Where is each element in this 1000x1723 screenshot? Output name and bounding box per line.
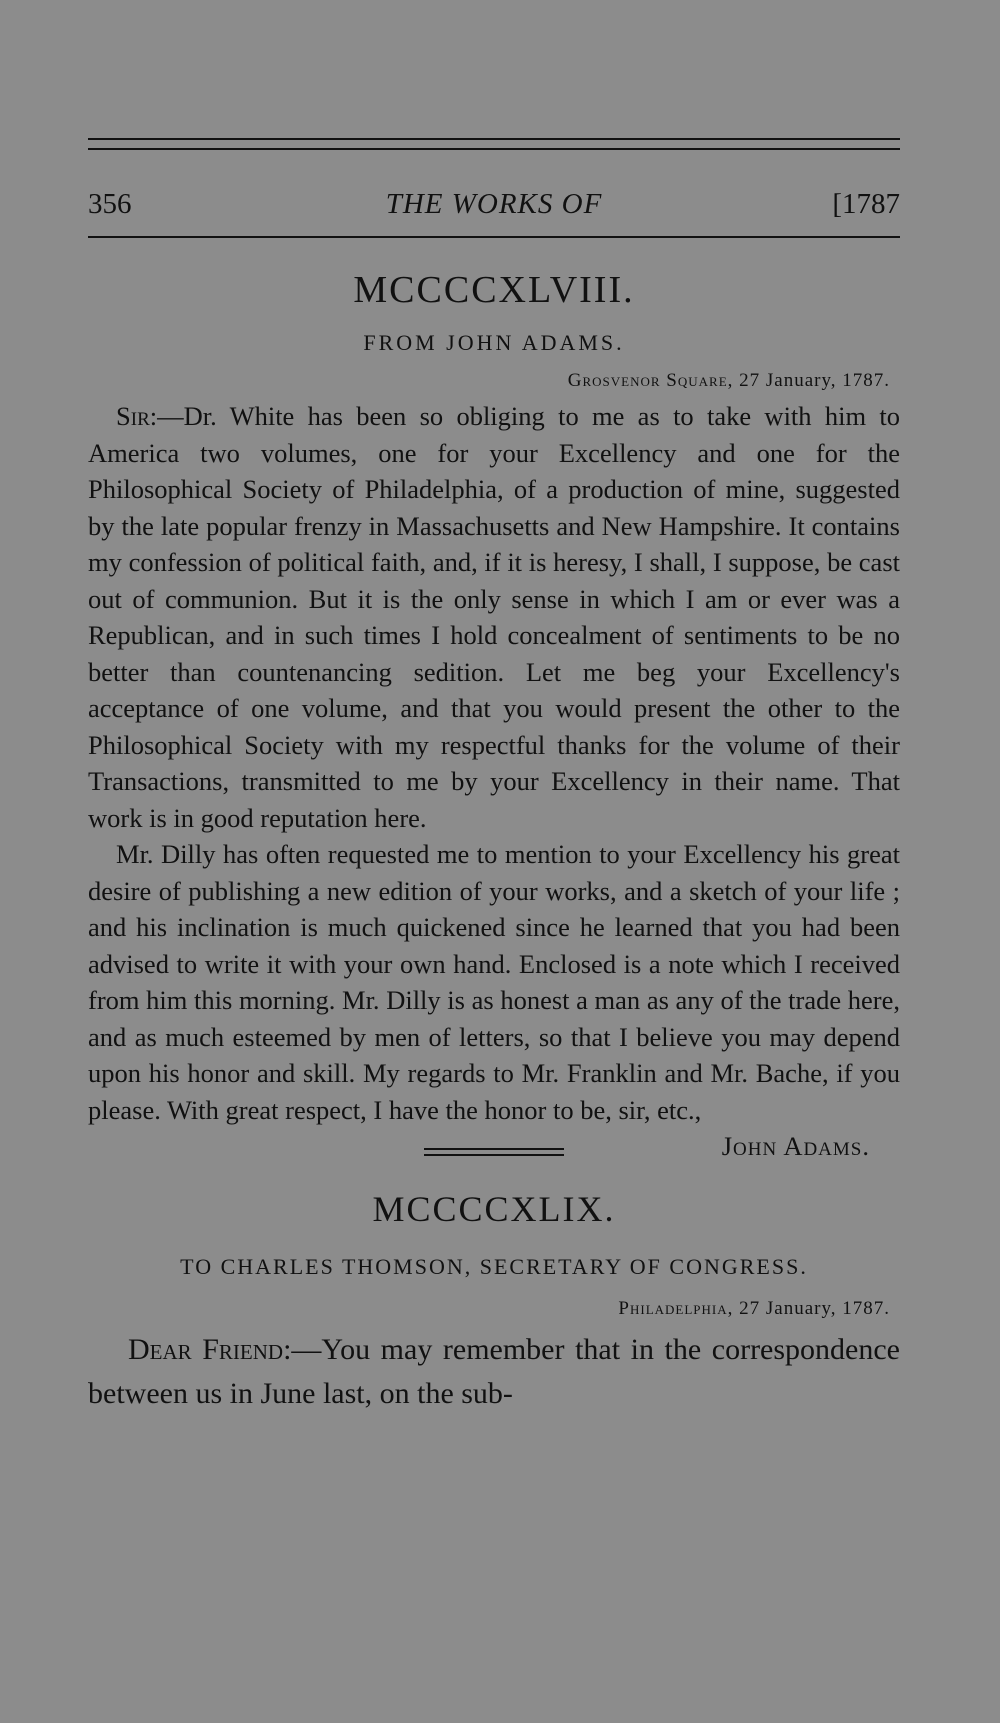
page-number: 356 <box>88 188 132 220</box>
letter1-para2-text: Mr. Dilly has often requested me to mention to your Excellency his great desire of publishing a new edition of your works, and a sketch of your life ; and his inclination is much quickened since he learned that you had been advised to write it with your own hand. Enclosed is a note which I received from him this morning. Mr. Dilly is as honest a man as any of the trade here, and as much esteemed by men of letters, so that I believe you may depend upon his honor and skill. My regards to Mr. Franklin and Mr. Bache, if you please. With great respect, I have the honor to be, sir, etc., <box>88 839 900 1125</box>
letter1-number: MCCCCXLVIII. <box>353 269 635 311</box>
running-title: THE WORKS OF <box>385 188 603 220</box>
letter2-place: Philadelphia, <box>618 1298 734 1319</box>
letter2-body <box>88 1328 900 1416</box>
letter1-dateline <box>88 370 900 392</box>
letter2-date: 27 January, 1787. <box>739 1298 890 1319</box>
top-double-rule <box>88 138 900 150</box>
letter1-date: 27 January, 1787. <box>739 370 890 391</box>
letter1-paragraph-2 <box>88 836 900 1161</box>
letter1-place: Grosvenor Square, <box>567 370 734 391</box>
book-page <box>88 138 900 1416</box>
header-rule <box>88 236 900 238</box>
letter2-to: TO CHARLES THOMSON, SECRETARY OF CONGRESS. <box>180 1254 808 1279</box>
letter1-signature: John Adams. <box>721 1131 870 1161</box>
letter1-salutation: Sir <box>116 401 150 431</box>
letter2-para1-text: :—You may remember that in the correspondence between us in June last, on the sub- <box>88 1333 900 1410</box>
letter2-dateline <box>88 1298 900 1320</box>
letter1-body <box>88 398 900 1161</box>
letter1-paragraph-1 <box>88 398 900 836</box>
letter1-from: FROM JOHN ADAMS. <box>363 330 625 355</box>
letter2-paragraph-1 <box>88 1328 900 1416</box>
letter2-number: MCCCCXLIX. <box>372 1189 616 1229</box>
running-year: [1787 <box>832 188 900 220</box>
letter1-para1-text: :—Dr. White has been so obliging to me as to take with him to America two volumes, one for your Excellency and one for the Philosophical Society of Philadelphia, of a production of mine, suggested by the late popular frenzy in Massachusetts and New Hampshire. It contains my confession of political faith, and, if it is heresy, I shall, I suppose, be cast out of communion. But it is the only sense in which I am or ever was a Republican, and in such times I hold concealment of sentiments to be no better than countenancing sedition. Let me beg your Excellency's acceptance of one volume, and that you would present the other to the Philosophical Society with my respectful thanks for the volume of their Transactions, transmitted to me by your Excellency in their name. That work is in good reputation here. <box>88 401 900 833</box>
letter2-salutation: Dear Friend <box>128 1333 284 1366</box>
running-head <box>88 150 900 220</box>
section-divider <box>424 1148 564 1156</box>
